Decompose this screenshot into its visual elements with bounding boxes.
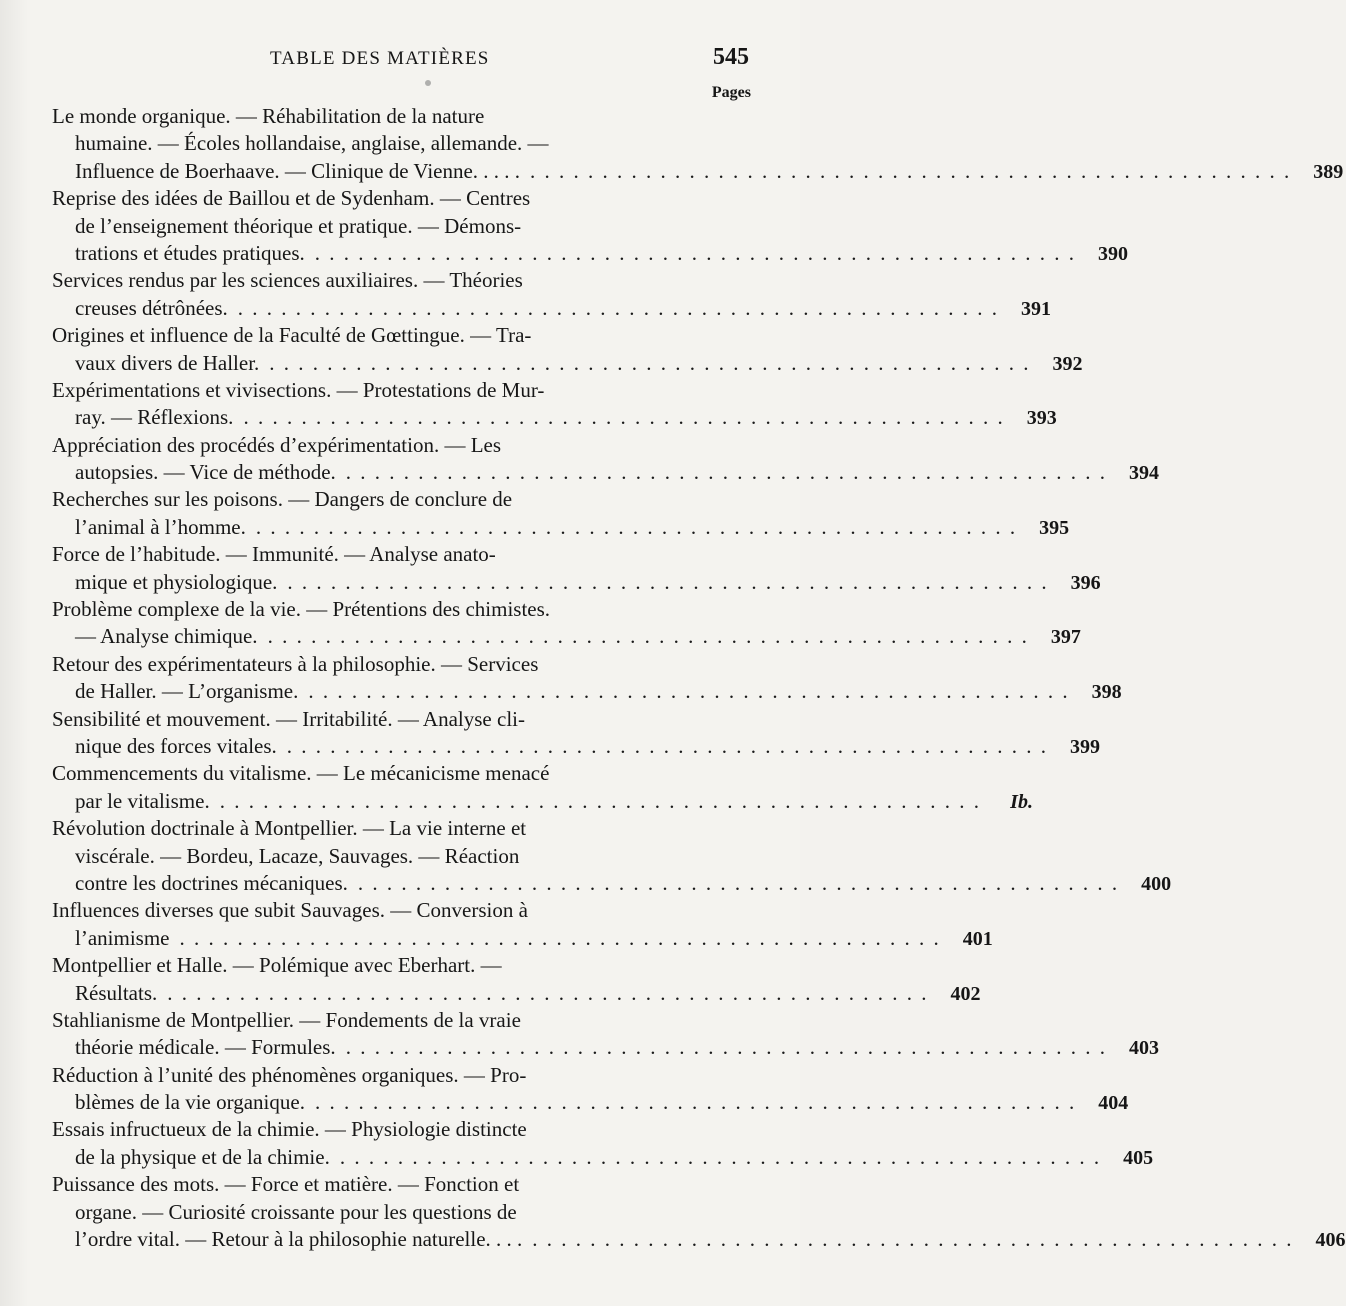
dot-leader: . . . . . . . . . . . . . . . . . . . . . . . . . . . . . . . . . . . . . . . . . . . . . . . . . . . . . [269,350,1031,375]
dot-leader: . . . . . . . . . . . . . . . . . . . . . . . . . . . . . . . . . . . . . . . . . . . . . . . . . . . . . [179,925,941,950]
page-reference: 401 [962,927,993,950]
toc-entry [52,760,1033,815]
dot-leader: . . . . . . . . . . . . . . . . . . . . . . . . . . . . . . . . . . . . . . . . . . . . . . . . . . . . . [308,679,1070,704]
toc-entry-final-line [75,295,1052,322]
toc-entry-line [52,952,750,979]
toc-entry-text: Influence de Boerhaave. — Clinique de Vienne. . . . . [75,158,526,185]
page-reference: 398 [1091,681,1122,704]
toc-entry-line [52,651,750,678]
page-reference: 400 [1141,872,1172,895]
toc-entry [52,596,1081,651]
toc-entry-final-line [75,980,981,1007]
toc-entry [52,815,1172,897]
toc-entry-final-line [75,925,993,952]
dot-leader: . . . . . . . . . . . . . . . . . . . . . . . . . . . . . . . . . . . . . . . . . . . . . . . . . . . . . [237,295,1000,320]
toc-entry [52,185,1129,267]
page-reference: 402 [950,982,981,1005]
toc-entry-text: par le vitalisme. [75,788,216,815]
table-of-contents [52,103,1346,1253]
dot-leader: . . . . . . . . . . . . . . . . . . . . . . . . . . . . . . . . . . . . . . . . . . . . . . . . . . . . . [357,870,1120,895]
dot-leader: . . . . . . . . . . . . . . . . . . . . . . . . . . . . . . . . . . . . . . . . . . . . . . . . . . . . . [267,624,1029,649]
page-reference: Ib. [1010,790,1033,813]
toc-entry-line [75,213,750,240]
toc-entry [52,541,1101,596]
toc-entry-final-line [75,240,1129,267]
page-reference: 390 [1098,242,1129,265]
toc-entry-final-line [75,733,1101,760]
ink-dot-mark [425,80,431,86]
page-reference: 406 [1315,1229,1346,1252]
toc-entry [52,1116,1154,1171]
toc-entry-line [75,130,750,157]
toc-entry-text: viscérale. — Bordeu, Lacaze, Sauvages. — Réaction [75,843,520,868]
toc-entry-final-line [75,158,1344,185]
page-number: 545 [713,44,749,70]
dot-leader: . . . . . . . . . . . . . . . . . . . . . . . . . . . . . . . . . . . . . . . . . . . . . . . . . . . . . [345,460,1108,485]
toc-entry-line [75,843,750,870]
toc-entry-line [75,1199,750,1226]
dot-leader: . . . . . . . . . . . . . . . . . . . . . . . . . . . . . . . . . . . . . . . . . . . . . . . . . . . . . [219,788,981,813]
toc-entry-text: creuses détrônées. [75,295,234,322]
toc-entry-text: Appréciation des procédés d’expérimentation. — Les [52,432,502,457]
toc-entry-line [52,596,750,623]
toc-entry-text: blèmes de la vie organique. [75,1089,311,1116]
toc-entry-line [52,486,750,513]
toc-entry-text: Réduction à l’unité des phénomènes organiques. — Pro- [52,1062,527,1087]
toc-entry-text: contre les doctrines mécaniques. [75,870,354,897]
page-reference: 403 [1128,1037,1159,1060]
dot-leader: . . . . . . . . . . . . . . . . . . . . . . . . . . . . . . . . . . . . . . . . . . . . . . . . . . . . . [345,1035,1107,1060]
page-reference: 397 [1050,626,1081,649]
toc-entry-text: Essais infructueux de la chimie. — Physiologie distincte [52,1117,527,1142]
page-reference: 395 [1039,516,1070,539]
page-reference: 394 [1129,462,1160,485]
toc-entry-final-line [75,569,1101,596]
toc-entry [52,1171,1346,1253]
toc-entry-text: Résultats. [75,980,163,1007]
toc-entry-line [52,267,750,294]
toc-entry [52,267,1052,322]
toc-entry-final-line [75,788,1033,815]
toc-entry-line [52,103,750,130]
toc-entry-text: Origines et influence de la Faculté de Gœttingue. — Tra- [52,323,532,348]
toc-entry [52,103,1344,185]
toc-entry-line [52,1116,750,1143]
toc-entry-text: — Analyse chimique. [75,623,264,650]
toc-entry-final-line [75,404,1057,431]
toc-entry-final-line [75,1144,1154,1171]
toc-entry [52,952,981,1007]
toc-entry-final-line [75,350,1083,377]
toc-entry-text: autopsies. — Vice de méthode. [75,459,342,486]
page-reference: 405 [1123,1146,1154,1169]
toc-entry-text: mique et physiologique. [75,569,283,596]
dot-leader: . . . . . . . . . . . . . . . . . . . . . . . . . . . . . . . . . . . . . . . . . . . . . . . . . . . . . [167,980,929,1005]
toc-entry-text: de l’enseignement théorique et pratique. — Démons- [75,213,522,238]
toc-entry [52,486,1070,541]
toc-entry-final-line [75,1034,1159,1061]
toc-entry [52,1007,1159,1062]
toc-entry-final-line [75,678,1122,705]
toc-entry-line [52,1171,750,1198]
toc-entry-text: vaux divers de Haller. [75,350,265,377]
dot-leader: . . . . . . . . . . . . . . . . . . . . . . . . . . . . . . . . . . . . . . . . . . . . . . . . . . . . . [532,1227,1294,1252]
toc-entry-text: Force de l’habitude. — Immunité. — Analyse anato- [52,542,496,567]
toc-entry-text: Stahlianisme de Montpellier. — Fondements de la vraie [52,1007,521,1032]
toc-entry-text: Expérimentations et vivisections. — Protestations de Mur- [52,377,545,402]
toc-entry-line [52,322,750,349]
toc-entry-text: Recherches sur les poisons. — Dangers de conclure de [52,487,513,512]
toc-entry [52,377,1057,432]
dot-leader: . . . . . . . . . . . . . . . . . . . . . . . . . . . . . . . . . . . . . . . . . . . . . . . . . . . . . [255,514,1018,539]
toc-entry-final-line [75,514,1070,541]
page-header [0,42,800,78]
dot-leader: . . . . . . . . . . . . . . . . . . . . . . . . . . . . . . . . . . . . . . . . . . . . . . . . . . . . . [530,158,1292,183]
toc-entry-text: Montpellier et Halle. — Polémique avec Eberhart. — [52,953,502,978]
page-reference: 404 [1098,1092,1129,1115]
toc-entry-line [52,541,750,568]
page-reference: 399 [1070,735,1101,758]
toc-entry-text: Problème complexe de la vie. — Prétentions des chimistes. [52,597,551,622]
toc-entry-line [52,897,750,924]
toc-entry-text: de la physique et de la chimie. [75,1144,336,1171]
toc-entry-line [52,760,750,787]
toc-entry-line [52,432,750,459]
toc-entry [52,706,1101,761]
toc-entry [52,432,1160,487]
toc-entry-text: Commencements du vitalisme. — Le mécanicisme menacé [52,761,550,786]
toc-entry-line [52,185,750,212]
toc-entry-text: Services rendus par les sciences auxiliaires. — Théories [52,268,523,293]
dot-leader: . . . . . . . . . . . . . . . . . . . . . . . . . . . . . . . . . . . . . . . . . . . . . . . . . . . . . [314,240,1077,265]
page-reference: 393 [1026,407,1057,430]
dot-leader: . . . . . . . . . . . . . . . . . . . . . . . . . . . . . . . . . . . . . . . . . . . . . . . . . . . . . [314,1090,1077,1115]
dot-leader: . . . . . . . . . . . . . . . . . . . . . . . . . . . . . . . . . . . . . . . . . . . . . . . . . . . . . [243,405,1005,430]
toc-entry-text: l’animal à l’homme. [75,514,252,541]
page-reference: 396 [1070,571,1101,594]
toc-entry [52,322,1083,377]
toc-entry-text: Influences diverses que subit Sauvages. — Conversion à [52,898,528,923]
toc-entry-line [52,815,750,842]
toc-entry-text: humaine. — Écoles hollandaise, anglaise, allemande. — [75,131,549,156]
toc-entry-line [52,1007,750,1034]
toc-entry [52,897,993,952]
toc-entry-text: de Haller. — L’organisme. [75,678,304,705]
toc-entry-text: Puissance des mots. — Force et matière. — Fonction et [52,1172,520,1197]
toc-entry-final-line [75,459,1160,486]
toc-entry-text: théorie médicale. — Formules. [75,1034,342,1061]
toc-entry-text: trations et études pratiques. [75,240,311,267]
toc-entry-final-line [75,870,1172,897]
running-title: TABLE DES MATIÈRES [270,48,490,69]
toc-entry-text: Le monde organique. — Réhabilitation de la nature [52,104,485,128]
toc-entry-final-line [75,1226,1346,1253]
page-reference: 392 [1052,352,1083,375]
toc-entry-text: Révolution doctrinale à Montpellier. — La vie interne et [52,816,527,841]
toc-entry [52,1062,1129,1117]
dot-leader: . . . . . . . . . . . . . . . . . . . . . . . . . . . . . . . . . . . . . . . . . . . . . . . . . . . . . [287,569,1049,594]
pages-column-label: Pages [711,84,751,101]
toc-entry-final-line [75,623,1081,650]
toc-entry-final-line [75,1089,1129,1116]
toc-entry-text: nique des forces vitales. [75,733,283,760]
toc-entry [52,651,1122,706]
page-reference: 389 [1313,160,1344,183]
toc-entry-text: Sensibilité et mouvement. — Irritabilité. — Analyse cli- [52,706,525,731]
toc-entry-line [52,706,750,733]
toc-entry-text: Retour des expérimentateurs à la philosophie. — Services [52,651,539,676]
toc-entry-text: ray. — Réflexions. [75,404,239,431]
toc-entry-text: l’animisme [75,925,175,952]
toc-entry-text: organe. — Curiosité croissante pour les questions de [75,1199,517,1224]
toc-entry-text: Reprise des idées de Baillou et de Sydenham. — Centres [52,186,531,211]
toc-entry-line [52,377,750,404]
page-reference: 391 [1021,297,1052,320]
toc-entry-line [52,1062,750,1089]
toc-entry-text: l’ordre vital. — Retour à la philosophie naturelle. . . . [75,1226,528,1253]
dot-leader: . . . . . . . . . . . . . . . . . . . . . . . . . . . . . . . . . . . . . . . . . . . . . . . . . . . . . [339,1144,1102,1169]
dot-leader: . . . . . . . . . . . . . . . . . . . . . . . . . . . . . . . . . . . . . . . . . . . . . . . . . . . . . [286,733,1049,758]
